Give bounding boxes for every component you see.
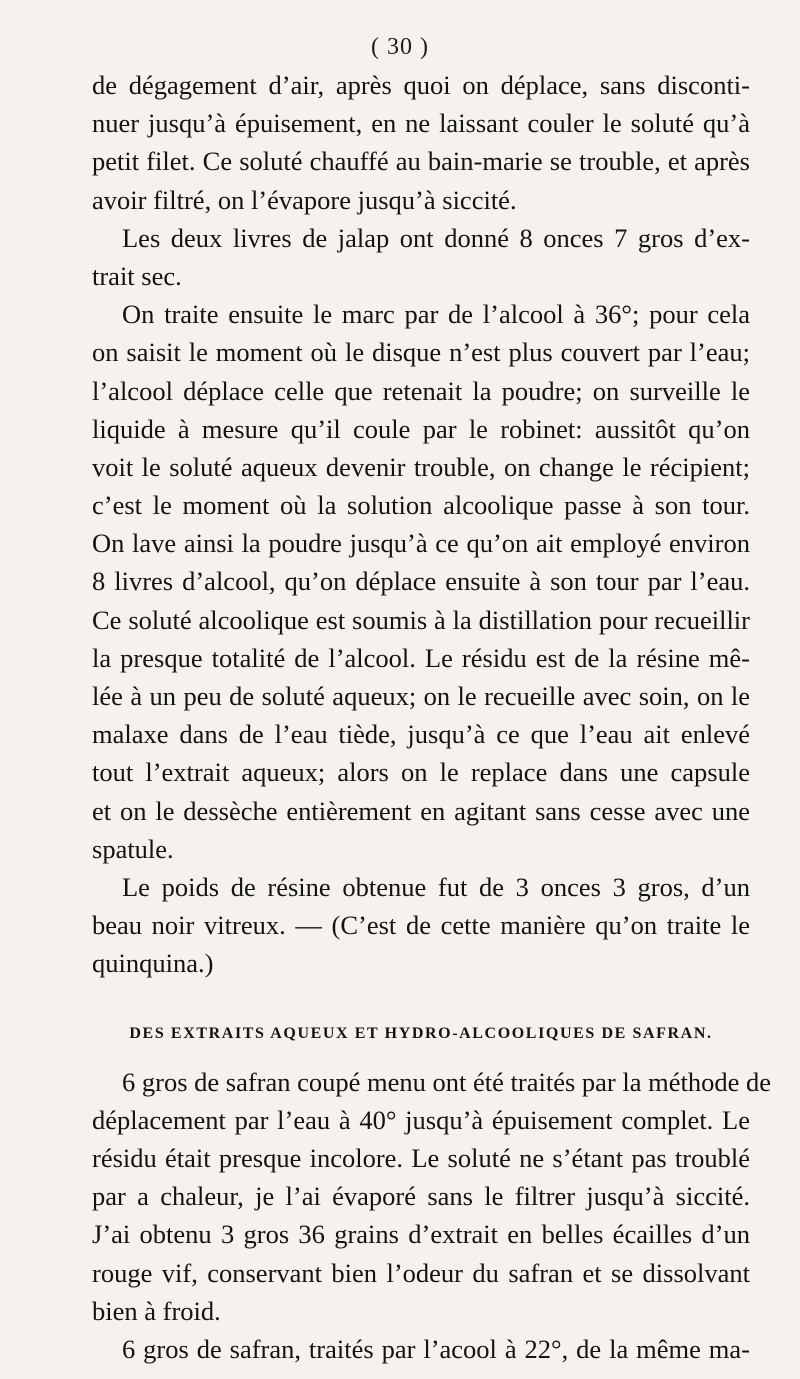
text-line: lée à un peu de soluté aqueux; on le recueille avec soin, on le: [92, 681, 750, 711]
text-line: on saisit le moment où le disque n’est plus couvert par l’eau;: [92, 337, 750, 368]
page-number: ( 30 ): [371, 34, 429, 60]
text-line: J’ai obtenu 3 gros 36 grains d’extrait en belles écailles d’un: [92, 1219, 750, 1250]
text-line: spatule.: [92, 833, 174, 864]
text-line: et on le dessèche entièrement en agitant sans cesse avec une: [92, 795, 750, 826]
text-line: rouge vif, conservant bien l’odeur du safran et se dissolvant: [92, 1257, 750, 1288]
text-line: nuer jusqu’à épuisement, en ne laissant couler le soluté qu’à: [92, 108, 750, 139]
text-line: tout l’extrait aqueux; alors on le replace dans une capsule: [92, 757, 750, 788]
text-line: par a chaleur, je l’ai évaporé sans le filtrer jusqu’à siccité.: [92, 1181, 750, 1212]
body-text: [92, 66, 772, 1368]
text-line: trait sec.: [92, 260, 182, 291]
text-line: bien à froid.: [92, 1295, 221, 1326]
text-line: beau noir vitreux. — (C’est de cette manière qu’on traite le: [92, 910, 750, 941]
text-line: déplacement par l’eau à 40° jusqu’à épuisement complet. Le: [92, 1104, 750, 1135]
text-line: l’alcool déplace celle que retenait la poudre; on surveille le: [92, 375, 750, 406]
text-line: 6 gros de safran coupé menu ont été traités par la méthode de: [122, 1066, 772, 1097]
text-line: On lave ainsi la poudre jusqu’à ce qu’on ait employé environ: [92, 528, 750, 559]
text-line: avoir filtré, on l’évapore jusqu’à siccité.: [92, 184, 517, 215]
text-line: malaxe dans de l’eau tiède, jusqu’à ce que l’eau ait enlevé: [92, 719, 750, 750]
text-line: Le poids de résine obtenue fut de 3 onces 3 gros, d’un: [122, 871, 750, 902]
text-line: la presque totalité de l’alcool. Le résidu est de la résine mê-: [92, 642, 750, 673]
text-line: Les deux livres de jalap ont donné 8 onces 7 gros d’ex-: [122, 222, 750, 253]
text-line: voit le soluté aqueux devenir trouble, on change le récipient;: [92, 451, 750, 482]
section-heading: DES EXTRAITS AQUEUX ET HYDRO-ALCOOLIQUES DE SAFRAN.: [129, 1024, 713, 1042]
text-line: liquide à mesure qu’il coule par le robinet: aussitôt qu’on: [92, 413, 750, 444]
text-line: de dégagement d’air, après quoi on déplace, sans disconti-: [92, 70, 750, 100]
text-line: 8 livres d’alcool, qu’on déplace ensuite à son tour par l’eau.: [92, 566, 750, 597]
text-line: On traite ensuite le marc par de l’alcool à 36°; pour cela: [122, 299, 750, 330]
text-line: c’est le moment où la solution alcoolique passe à son tour.: [92, 490, 750, 521]
text-line: résidu était presque incolore. Le soluté ne s’étant pas troublé: [92, 1143, 750, 1174]
text-line: 6 gros de safran, traités par l’acool à 22°, de la même ma-: [122, 1334, 750, 1364]
text-line: quinquina.): [92, 948, 214, 979]
text-line: petit filet. Ce soluté chauffé au bain-marie se trouble, et après: [92, 146, 750, 177]
text-line: Ce soluté alcoolique est soumis à la distillation pour recueillir: [92, 604, 750, 635]
